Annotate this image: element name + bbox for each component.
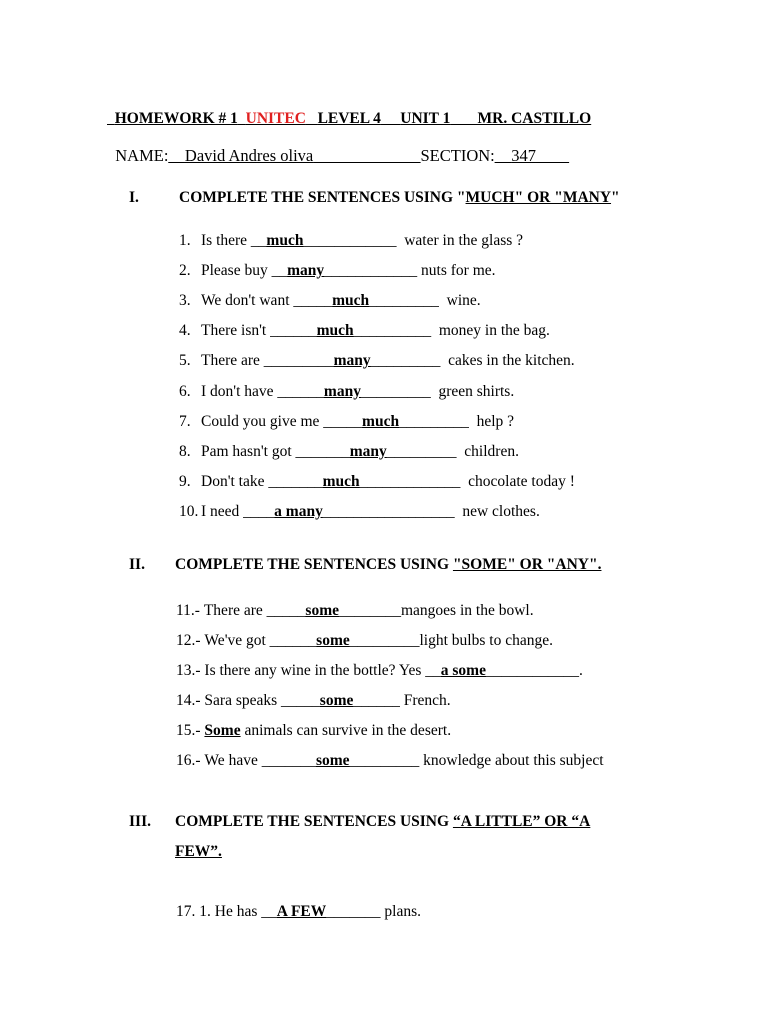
item-text-before: 1. He has __ xyxy=(195,903,277,920)
item-text-after: knowledge about this subject xyxy=(419,752,604,769)
exercise-item xyxy=(179,503,540,521)
teacher: MR. CASTILLO xyxy=(477,110,592,127)
exercise-item xyxy=(176,662,583,680)
item-text-after: French. xyxy=(399,692,451,709)
item-blank: ______ xyxy=(353,692,400,709)
item-text-before: Sara speaks _____ xyxy=(204,692,320,709)
item-number: 17. xyxy=(176,903,196,920)
item-answer[interactable]: a some xyxy=(440,662,486,679)
item-answer[interactable]: many xyxy=(333,352,371,370)
section-3-title-cont: FEW”. xyxy=(175,843,222,860)
item-answer[interactable]: much xyxy=(322,472,360,490)
exercise-item xyxy=(176,752,604,770)
item-blank: _________ xyxy=(360,382,431,400)
item-answer[interactable]: Some xyxy=(204,722,241,739)
item-blank: _________ xyxy=(370,352,441,370)
item-number: 1. xyxy=(179,232,191,249)
item-text-after: . xyxy=(578,662,583,679)
item-text-before: Pam hasn't got _______ xyxy=(201,442,350,460)
item-number: 5. xyxy=(179,352,191,370)
item-answer[interactable]: some xyxy=(316,632,350,649)
exercise-item xyxy=(176,692,451,710)
item-blank: _______ xyxy=(326,903,381,920)
item-text-before: Is there any wine in the bottle? Yes __ xyxy=(204,662,441,679)
item-text-after: animals can survive in the desert. xyxy=(240,722,452,739)
exercise-item xyxy=(179,383,514,401)
exercise-item xyxy=(179,292,481,310)
item-number: 8. xyxy=(179,442,191,460)
item-text-after: green shirts. xyxy=(430,382,515,400)
item-text-after: light bulbs to change. xyxy=(419,632,553,649)
item-number: 12.- xyxy=(176,632,205,649)
item-text-before: Is there __ xyxy=(201,232,267,249)
item-text-after: mangoes in the bowl. xyxy=(400,602,534,619)
unit: UNIT 1 xyxy=(400,110,451,127)
item-answer[interactable]: some xyxy=(315,752,350,769)
item-text-before: We've got ______ xyxy=(204,632,317,649)
section-label: SECTION: xyxy=(420,146,495,165)
section-1-number: I. xyxy=(129,189,139,206)
name-label: NAME: xyxy=(115,146,169,165)
level: LEVEL 4 xyxy=(317,110,381,127)
student-info xyxy=(107,126,569,166)
item-answer[interactable]: much xyxy=(362,412,400,430)
item-text-after: new clothes. xyxy=(454,502,540,520)
item-number: 4. xyxy=(179,322,191,340)
item-number: 15.- xyxy=(176,722,205,739)
item-text-before: Please buy __ xyxy=(201,262,288,280)
item-blank: _________ xyxy=(399,412,469,430)
item-blank: _________________ xyxy=(322,502,455,520)
item-number: 2. xyxy=(179,262,191,280)
item-blank: _________ xyxy=(386,442,457,460)
homework-number: HOMEWORK # 1 xyxy=(114,110,238,127)
item-number: 14.- xyxy=(176,692,205,709)
item-number: 11.- xyxy=(176,602,204,619)
item-blank: ____________ xyxy=(485,662,579,679)
section-1-title: COMPLETE THE SENTENCES USING "MUCH" OR "MANY" xyxy=(179,189,620,206)
section-3-number: III. xyxy=(129,813,151,830)
item-answer[interactable]: much xyxy=(316,322,354,340)
item-number: 10. xyxy=(179,502,199,520)
exercise-item xyxy=(179,413,514,431)
name-value: __David Andres oliva_____________ xyxy=(168,146,421,165)
item-blank: _________ xyxy=(349,752,420,769)
item-number: 13.- xyxy=(176,662,205,679)
item-text-after: wine. xyxy=(438,292,481,310)
exercise-item xyxy=(179,262,496,280)
exercise-item xyxy=(179,473,575,491)
homework-header xyxy=(107,92,591,128)
item-text-before: We don't want _____ xyxy=(201,292,333,310)
item-answer[interactable]: many xyxy=(287,262,325,280)
school-name: UNITEC xyxy=(245,110,306,127)
item-text-before: Could you give me _____ xyxy=(201,412,363,430)
item-answer[interactable]: a many xyxy=(274,502,323,520)
item-number: 7. xyxy=(179,412,191,430)
item-blank: ____________ xyxy=(324,262,418,280)
exercise-item xyxy=(176,632,553,650)
item-answer[interactable]: much xyxy=(332,292,370,310)
item-text-before: Don't take _______ xyxy=(201,472,323,490)
item-answer[interactable]: A FEW xyxy=(276,903,327,920)
section-2-number: II. xyxy=(129,556,145,573)
item-number: 3. xyxy=(179,292,191,310)
item-text-before: There are _________ xyxy=(201,352,334,370)
item-blank: _________ xyxy=(369,292,439,310)
exercise-item xyxy=(179,232,523,250)
item-answer[interactable]: many xyxy=(349,442,387,460)
item-number: 9. xyxy=(179,472,191,490)
section-2-title: COMPLETE THE SENTENCES USING "SOME" OR "ANY". xyxy=(175,556,602,573)
item-answer[interactable]: much xyxy=(266,232,304,249)
item-text-before: I don't have ______ xyxy=(201,382,324,400)
item-text-before: We have _______ xyxy=(204,752,316,769)
exercise-item xyxy=(176,722,451,740)
item-blank: _________ xyxy=(349,632,420,649)
section-3-title: COMPLETE THE SENTENCES USING “A LITTLE” OR “A xyxy=(175,813,591,830)
item-blank: _____________ xyxy=(359,472,461,490)
item-text-after: water in the glass ? xyxy=(396,232,524,249)
exercise-item xyxy=(176,602,534,620)
item-blank: __________ xyxy=(353,322,432,340)
item-answer[interactable]: some xyxy=(305,602,339,619)
exercise-item xyxy=(176,903,421,921)
item-text-after: money in the bag. xyxy=(431,322,550,340)
item-text-before: I need ____ xyxy=(201,502,275,520)
exercise-item xyxy=(179,322,550,340)
item-blank: ____________ xyxy=(303,232,397,249)
item-answer[interactable]: many xyxy=(323,382,361,400)
item-text-after: children. xyxy=(456,442,519,460)
item-text-after: plans. xyxy=(380,903,421,920)
item-text-after: nuts for me. xyxy=(417,262,496,280)
exercise-item xyxy=(179,352,575,370)
item-text-after: chocolate today ! xyxy=(460,472,575,490)
section-value: __347____ xyxy=(494,146,569,165)
item-blank: ________ xyxy=(338,602,401,619)
item-number: 6. xyxy=(179,382,191,400)
item-text-before: There are _____ xyxy=(203,602,306,619)
item-number: 16.- xyxy=(176,752,205,769)
exercise-item xyxy=(179,443,519,461)
item-text-before: There isn't ______ xyxy=(201,322,317,340)
item-answer[interactable]: some xyxy=(319,692,354,709)
item-text-after: help ? xyxy=(468,412,515,430)
item-text-after: cakes in the kitchen. xyxy=(440,352,575,370)
